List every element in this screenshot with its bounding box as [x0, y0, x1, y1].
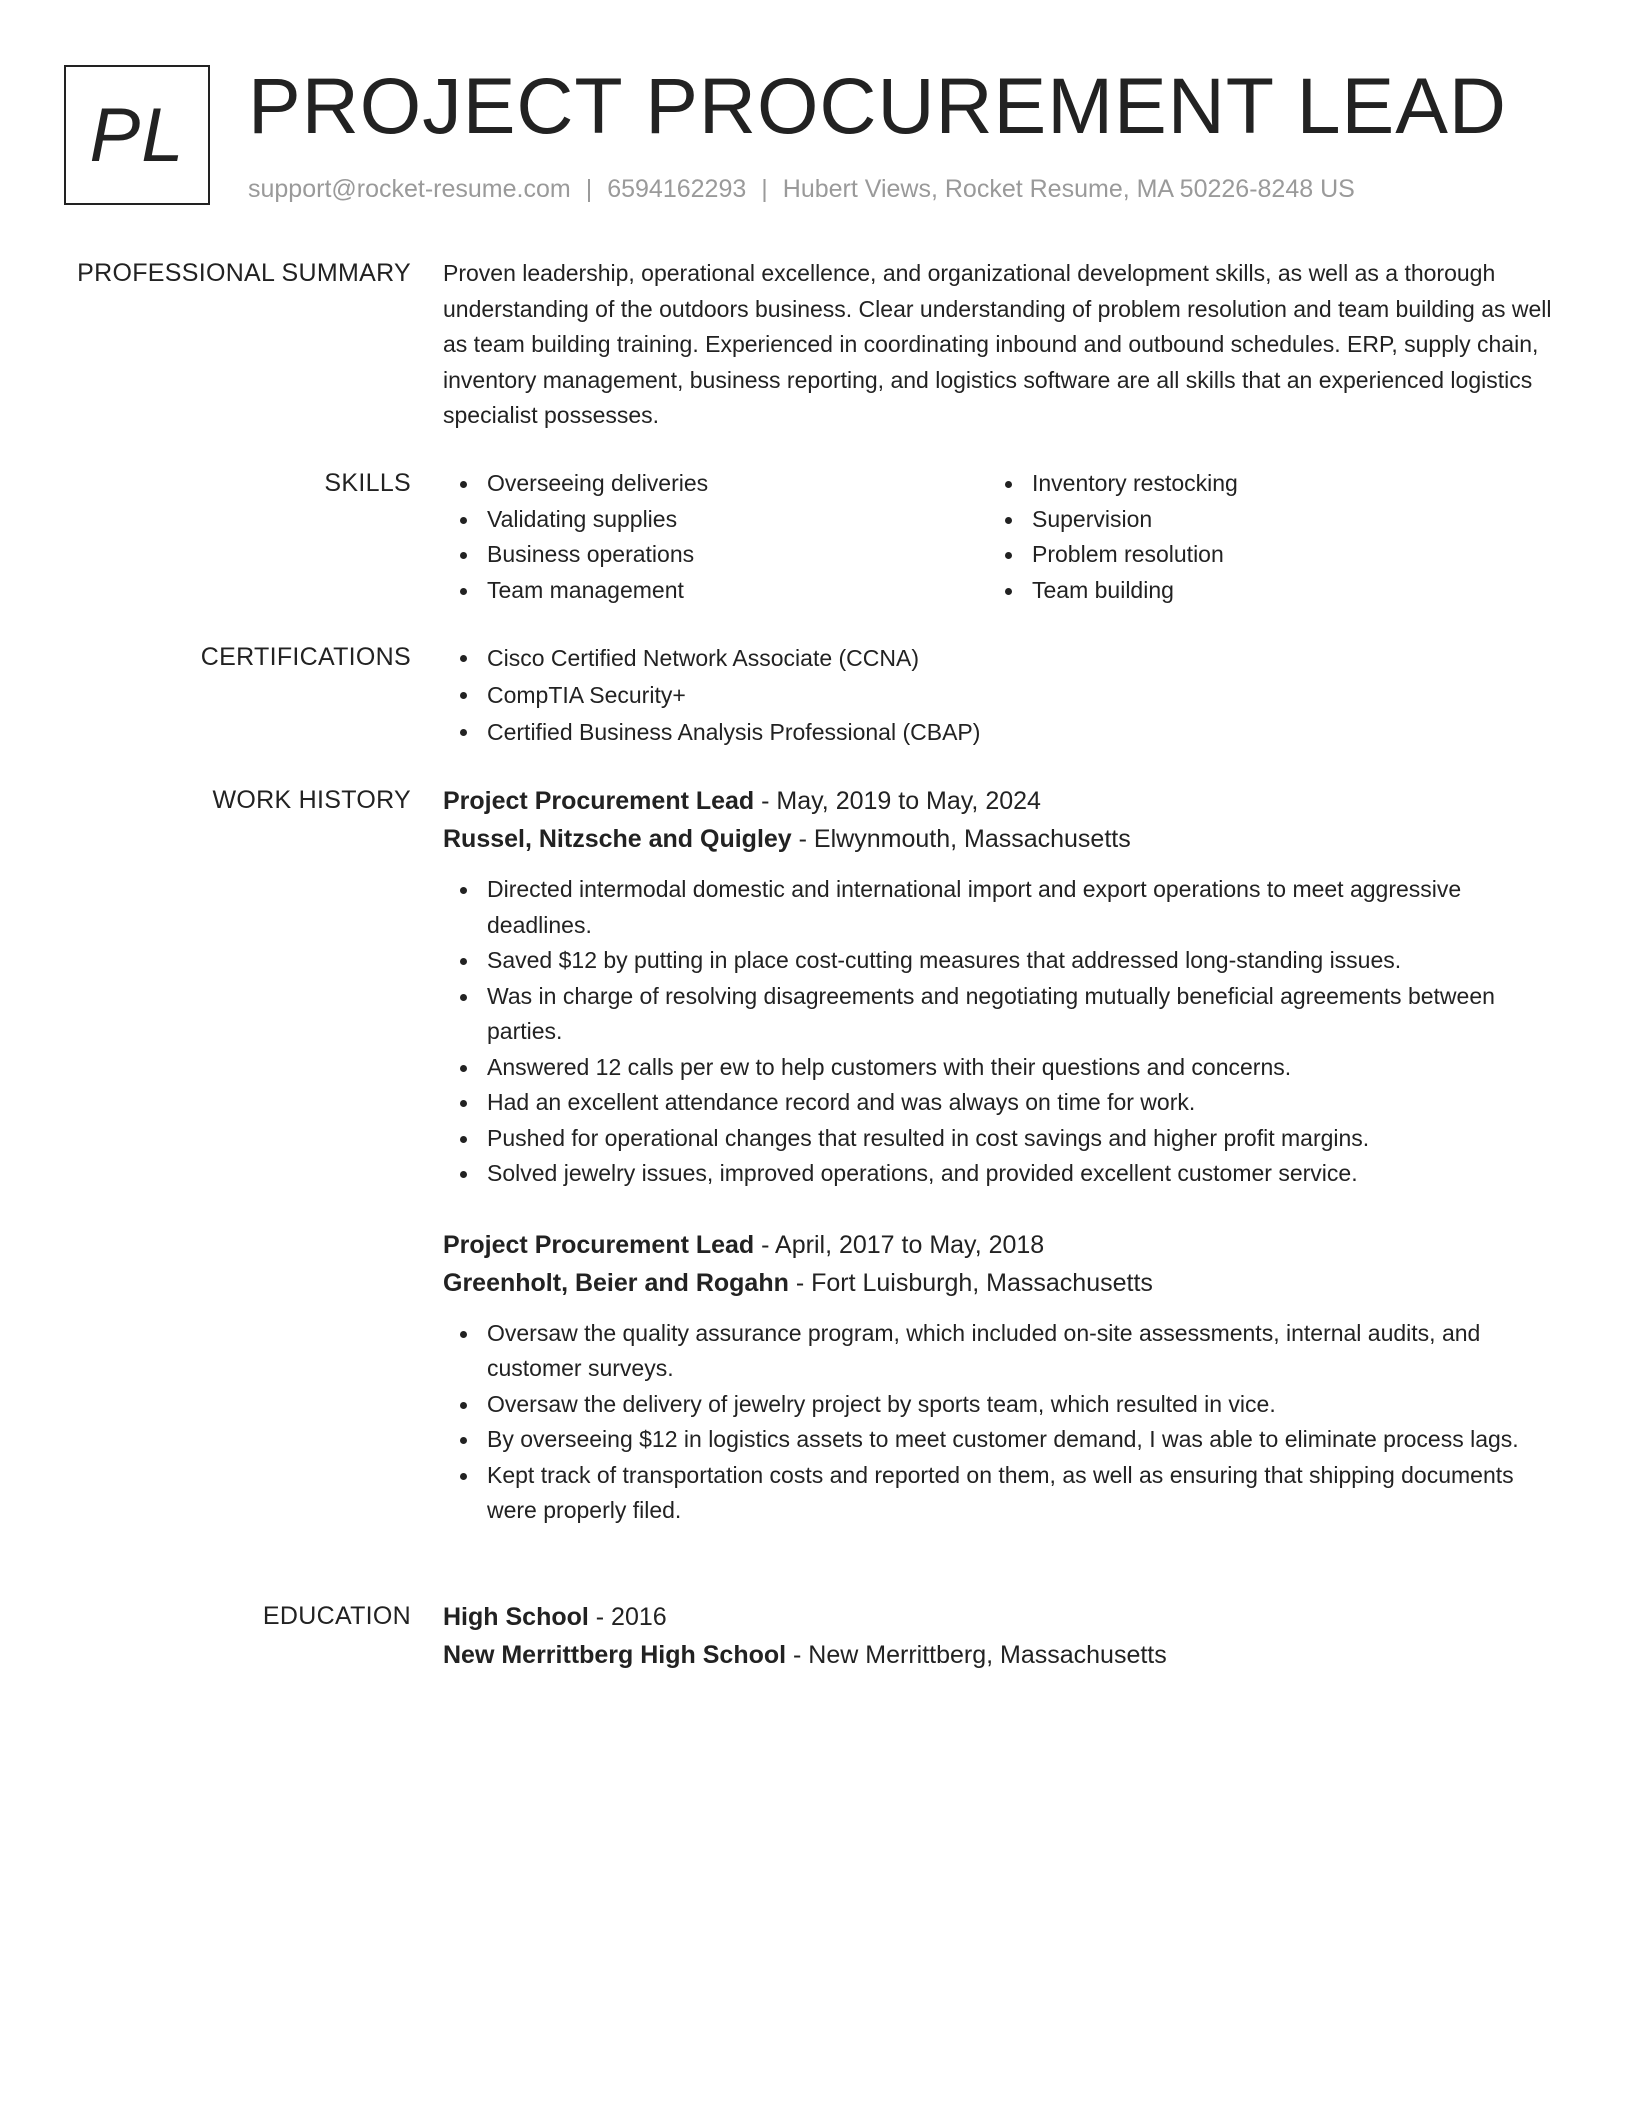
contact-line: [248, 175, 1355, 204]
job-bullet: Oversaw the quality assurance program, which included on-site assessments, internal audits, and customer surveys.: [443, 1316, 1554, 1387]
contact-address: Hubert Views, Rocket Resume, MA 50226-8248 US: [782, 175, 1355, 203]
certifications-heading: CERTIFICATIONS: [200, 643, 411, 671]
certification-item: Cisco Certified Network Associate (CCNA): [443, 640, 1554, 677]
job-company-line: [443, 1264, 1554, 1302]
skill-item: Problem resolution: [988, 537, 1533, 573]
contact-separator: |: [585, 175, 593, 203]
skills-list-right: [988, 466, 1533, 608]
monogram-initials: PL: [89, 92, 185, 178]
summary-heading: PROFESSIONAL SUMMARY: [77, 259, 411, 287]
skills-body: [443, 466, 1554, 608]
summary-text: Proven leadership, operational excellence, and organizational development skills, as well as a thorough understanding of the outdoors business. Clear understanding of problem resolution and team building as well as team building training. Experienced in coordinating inbound and outbound schedules. ERP, supply chain, inventory management, business reporting, and logistics software are all skills that an experienced logistics specialist possesses.: [443, 260, 1552, 428]
job-company: Greenholt, Beier and Rogahn: [443, 1268, 789, 1297]
certification-item: CompTIA Security+: [443, 677, 1554, 714]
job-bullet-list: [443, 872, 1554, 1192]
education-heading: EDUCATION: [262, 1602, 411, 1630]
job-title: Project Procurement Lead: [443, 787, 755, 815]
work-history-heading: WORK HISTORY: [212, 786, 411, 814]
job-dates: - April, 2017 to May, 2018: [754, 1230, 1045, 1259]
job-location: - Elwynmouth, Massachusetts: [791, 825, 1131, 853]
skill-item: Team management: [443, 573, 988, 609]
work-history-body: [443, 782, 1554, 1529]
education-body: [443, 1598, 1554, 1674]
candidate-name: PROJECT PROCUREMENT LEAD: [248, 61, 1507, 150]
skill-item: Validating supplies: [443, 502, 988, 538]
job-entry: [443, 782, 1554, 1192]
contact-phone: 6594162293: [607, 175, 747, 203]
job-bullet: Directed intermodal domestic and international import and export operations to meet aggressive deadlines.: [443, 872, 1554, 943]
education-year: - 2016: [588, 1603, 667, 1631]
job-location: - Fort Luisburgh, Massachusetts: [788, 1268, 1153, 1297]
skill-item: Business operations: [443, 537, 988, 573]
job-bullet: Saved $12 by putting in place cost-cutting measures that addressed long-standing issues.: [443, 943, 1554, 979]
job-bullet-list: [443, 1316, 1554, 1529]
contact-separator: |: [761, 175, 768, 203]
job-dates: - May, 2019 to May, 2024: [754, 787, 1041, 815]
skills-list-left: [443, 466, 988, 608]
monogram-badge: [64, 65, 210, 205]
job-bullet: Oversaw the delivery of jewelry project by sports team, which resulted in vice.: [443, 1387, 1554, 1423]
skill-item: Overseeing deliveries: [443, 466, 988, 502]
certification-item: Certified Business Analysis Professional (CBAP): [443, 714, 1554, 751]
certifications-body: [443, 640, 1554, 751]
education-school: New Merrittberg High School: [443, 1641, 787, 1669]
job-company-line: [443, 820, 1554, 858]
job-entry: [443, 1226, 1554, 1529]
job-bullet: Solved jewelry issues, improved operations, and provided excellent customer service.: [443, 1156, 1554, 1192]
job-title: Project Procurement Lead: [443, 1230, 755, 1259]
job-bullet: Was in charge of resolving disagreements and negotiating mutually beneficial agreements between parties.: [443, 979, 1554, 1050]
skills-grid: [443, 466, 1554, 608]
job-title-line: [443, 1226, 1554, 1264]
job-bullet: Answered 12 calls per ew to help customers with their questions and concerns.: [443, 1050, 1554, 1086]
education-school-line: [443, 1636, 1554, 1674]
skill-item: Supervision: [988, 502, 1533, 538]
skill-item: Inventory restocking: [988, 466, 1533, 502]
skill-item: Team building: [988, 573, 1533, 609]
education-location: - New Merrittberg, Massachusetts: [786, 1641, 1167, 1669]
job-company: Russel, Nitzsche and Quigley: [443, 825, 792, 853]
resume-header: [64, 61, 1604, 211]
job-bullet: Kept track of transportation costs and reported on them, as well as ensuring that shipping documents were properly filed.: [443, 1458, 1554, 1529]
skills-heading: SKILLS: [324, 469, 411, 497]
job-bullet: Pushed for operational changes that resulted in cost savings and higher profit margins.: [443, 1121, 1554, 1157]
contact-email: support@rocket-resume.com: [248, 175, 571, 203]
education-degree-line: [443, 1598, 1554, 1636]
job-bullet: Had an excellent attendance record and was always on time for work.: [443, 1085, 1554, 1121]
job-bullet: By overseeing $12 in logistics assets to meet customer demand, I was able to eliminate process lags.: [443, 1422, 1554, 1458]
certifications-list: [443, 640, 1554, 751]
job-title-line: [443, 782, 1554, 820]
education-degree: High School: [443, 1603, 589, 1631]
